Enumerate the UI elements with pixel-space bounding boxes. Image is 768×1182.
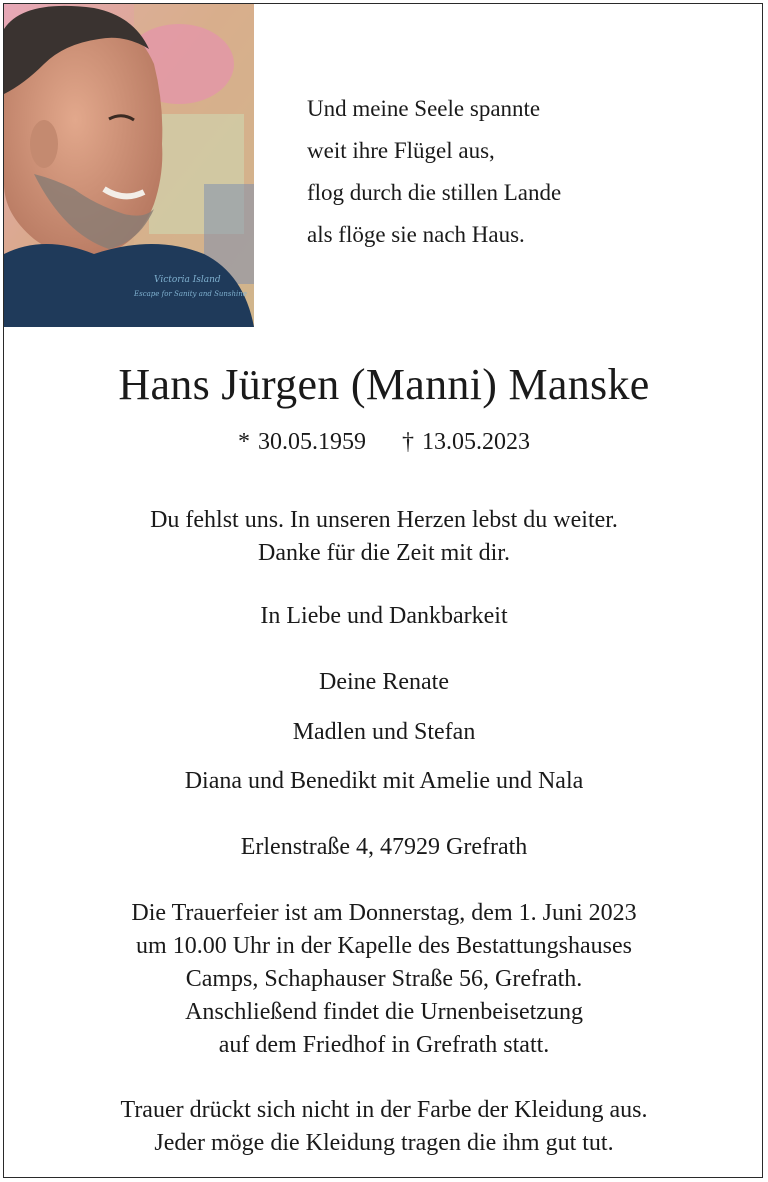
mourner-line: Madlen und Stefan	[292, 719, 476, 745]
clothing-note	[4, 1094, 764, 1160]
poem-line: als flöge sie nach Haus.	[307, 222, 525, 247]
message-line: Danke für die Zeit mit dir.	[258, 540, 510, 566]
service-line: auf dem Friedhof in Grefrath statt.	[218, 1032, 550, 1058]
life-dates	[4, 429, 764, 456]
poem-line: flog durch die stillen Lande	[307, 180, 562, 205]
birth-date: * 30.05.1959	[238, 429, 366, 455]
clothing-note-line: Jeder möge die Kleidung tragen die ihm gut tut.	[154, 1130, 614, 1156]
shirt-print-text: Victoria Island	[154, 275, 221, 285]
address: Erlenstraße 4, 47929 Grefrath	[240, 834, 528, 860]
message	[4, 504, 764, 570]
service-line: Die Trauerfeier ist am Donnerstag, dem 1. Juni 2023	[131, 900, 637, 926]
service-line: um 10.00 Uhr in der Kapelle des Bestattungshauses	[136, 933, 632, 959]
mourner-line: Diana und Benedikt mit Amelie und Nala	[184, 768, 584, 794]
message-line: Du fehlst uns. In unseren Herzen lebst du weiter.	[150, 507, 618, 533]
poem	[307, 88, 561, 256]
service-details	[4, 897, 764, 1062]
shirt-print-text: Escape for Sanity and Sunshine	[134, 290, 247, 298]
mourner-line: Deine Renate	[319, 669, 449, 695]
portrait-photo	[4, 4, 254, 327]
deceased-name: Hans Jürgen (Manni) Manske	[118, 360, 650, 409]
death-date: † 13.05.2023	[402, 429, 530, 455]
service-line: Anschließend findet die Urnenbeisetzung	[185, 999, 583, 1025]
poem-line: Und meine Seele spannte	[307, 96, 541, 121]
service-line: Camps, Schaphauser Straße 56, Grefrath.	[185, 966, 583, 992]
poem-line: weit ihre Flügel aus,	[307, 138, 495, 163]
closing-phrase: In Liebe und Dankbarkeit	[260, 603, 508, 629]
clothing-note-line: Trauer drückt sich nicht in der Farbe der Kleidung aus.	[120, 1097, 648, 1123]
obituary-card	[3, 3, 763, 1178]
